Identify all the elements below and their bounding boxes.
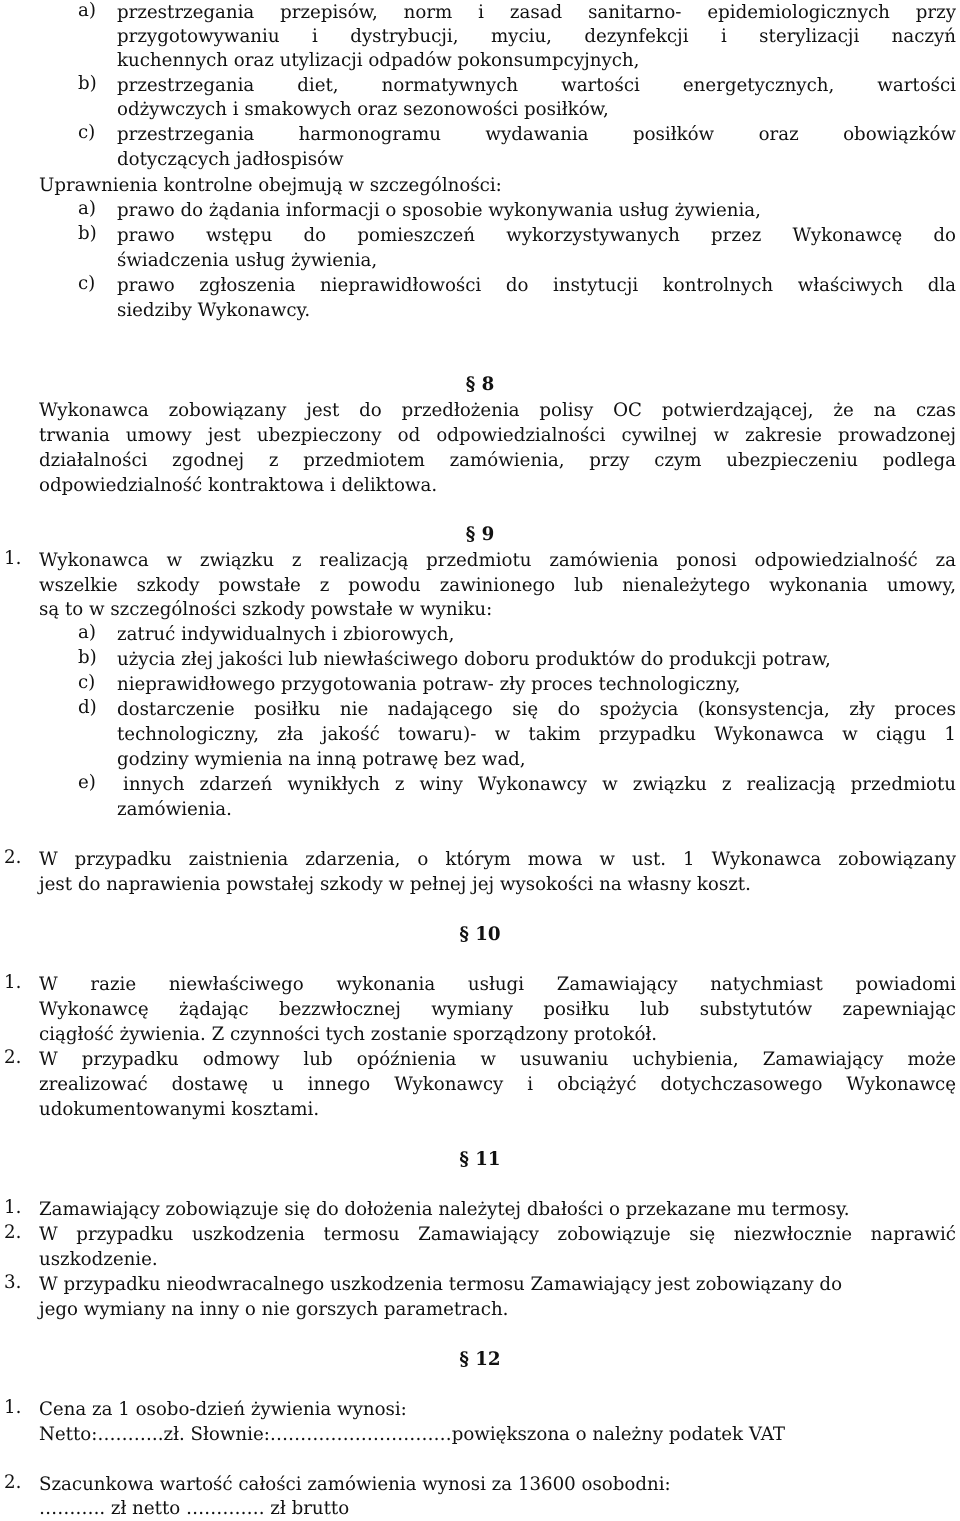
text-line: prawo wstępu do pomieszczeń wykorzystywanych przez Wykonawcę do	[117, 225, 956, 246]
text-line: trwania umowy jest ubezpieczony od odpowiedzialności cywilnej w zakresie prowadzonej	[39, 425, 956, 446]
list-marker: 1.	[4, 1397, 22, 1418]
text-line: Zamawiający zobowiązuje się do dołożenia należytej dbałości o przekazane mu termosy.	[39, 1199, 850, 1220]
list-marker: a)	[78, 0, 96, 21]
text-line: W przypadku nieodwracalnego uszkodzenia termosu Zamawiający jest zobowiązany do	[39, 1274, 843, 1295]
list-marker: 1.	[4, 972, 22, 993]
list-marker: 1.	[4, 1197, 22, 1218]
list-marker: a)	[78, 622, 96, 643]
text-line: użycia złej jakości lub niewłaściwego doboru produktów do produkcji potraw,	[117, 649, 831, 670]
text-line: przygotowywaniu i dystrybucji, myciu, dezynfekcji i sterylizacji naczyń	[117, 26, 956, 47]
list-marker: a)	[78, 198, 96, 219]
list-marker: b)	[78, 73, 97, 94]
text-line: Szacunkowa wartość całości zamówienia wynosi za 13600 osobodni:	[39, 1474, 671, 1495]
text-line: Wykonawca zobowiązany jest do przedłożenia polisy OC potwierdzającej, że na czas	[39, 400, 956, 421]
text-line: przestrzegania przepisów, norm i zasad sanitarno- epidemiologicznych przy	[117, 2, 956, 23]
list-marker: c)	[78, 122, 96, 143]
text-line: dostarczenie posiłku nie nadającego się do spożycia (konsystencja, zły proces	[117, 699, 956, 720]
list-marker: e)	[78, 772, 96, 793]
text-line: Wykonawca w związku z realizacją przedmiotu zamówienia ponosi odpowiedzialność za	[39, 550, 956, 571]
text-line: W razie niewłaściwego wykonania usługi Zamawiający natychmiast powiadomi	[39, 974, 956, 995]
section-heading: § 8	[465, 374, 495, 395]
text-line: wszelkie szkody powstałe z powodu zawinionego lub nienależytego wykonania umowy,	[39, 575, 956, 596]
text-line: świadczenia usług żywienia,	[117, 250, 378, 271]
text-line: prawo do żądania informacji o sposobie wykonywania usług żywienia,	[117, 200, 761, 221]
list-marker: d)	[78, 697, 97, 718]
text-line: siedziby Wykonawcy.	[117, 300, 311, 321]
section-heading: § 9	[465, 524, 495, 545]
text-line: odpowiedzialność kontraktowa i deliktowa.	[39, 475, 438, 496]
text-line: jego wymiany na inny o nie gorszych parametrach.	[39, 1299, 509, 1320]
text-line: ciągłość żywienia. Z czynności tych zostanie sporządzony protokół.	[39, 1024, 658, 1045]
list-marker: b)	[78, 223, 97, 244]
text-line: są to w szczególności szkody powstałe w wyniku:	[39, 599, 493, 620]
list-marker: 2.	[4, 1047, 22, 1068]
text-line: działalności zgodnej z przedmiotem zamówienia, przy czym ubezpieczeniu podlega	[39, 450, 956, 471]
text-line: dotyczących jadłospisów	[117, 149, 344, 170]
text-line: Cena za 1 osobo-dzień żywienia wynosi:	[39, 1399, 407, 1420]
section-heading: § 12	[459, 1349, 501, 1370]
list-marker: 3.	[4, 1272, 22, 1293]
price-fill-line: Netto:………..zł. Słownie:…………………………powiększona o należny podatek VAT	[39, 1424, 786, 1445]
text-line: zatruć indywidualnych i zbiorowych,	[117, 624, 455, 645]
value-fill-line: ……….. zł netto …………. zł brutto	[39, 1498, 350, 1519]
list-marker: b)	[78, 647, 97, 668]
section-heading: § 11	[459, 1149, 501, 1170]
list-marker: c)	[78, 273, 96, 294]
paragraph-intro: Uprawnienia kontrolne obejmują w szczególności:	[39, 175, 502, 196]
text-line: zrealizować dostawę u innego Wykonawcy i obciążyć dotychczasowego Wykonawcę	[39, 1074, 956, 1095]
text-line: prawo zgłoszenia nieprawidłowości do instytucji kontrolnych właściwych dla	[117, 275, 956, 296]
text-line: innych zdarzeń wynikłych z winy Wykonawcy w związku z realizacją przedmiotu	[123, 774, 956, 795]
text-line: kuchennych oraz utylizacji odpadów pokonsumpcyjnych,	[117, 50, 640, 71]
text-line: technologiczny, zła jakość towaru)- w takim przypadku Wykonawca w ciągu 1	[117, 724, 956, 745]
text-line: godziny wymienia na inną potrawę bez wad,	[117, 749, 526, 770]
list-marker: 1.	[4, 548, 22, 569]
list-marker: c)	[78, 672, 96, 693]
text-line: W przypadku odmowy lub opóźnienia w usuwaniu uchybienia, Zamawiający może	[39, 1049, 956, 1070]
text-line: jest do naprawienia powstałej szkody w pełnej jej wysokości na własny koszt.	[39, 874, 751, 895]
text-line: udokumentowanymi kosztami.	[39, 1099, 320, 1120]
text-line: nieprawidłowego przygotowania potraw- zły proces technologiczny,	[117, 674, 741, 695]
text-line: Wykonawcę żądając bezzwłocznej wymiany posiłku lub substytutów zapewniając	[39, 999, 956, 1020]
text-line: uszkodzenie.	[39, 1249, 158, 1270]
text-line: przestrzegania harmonogramu wydawania posiłków oraz obowiązków	[117, 124, 956, 145]
list-marker: 2.	[4, 1222, 22, 1243]
text-line: zamówienia.	[117, 799, 232, 820]
text-line: odżywczych i smakowych oraz sezonowości posiłków,	[117, 99, 609, 120]
list-marker: 2.	[4, 847, 22, 868]
list-marker: 2.	[4, 1472, 22, 1493]
text-line: W przypadku uszkodzenia termosu Zamawiający zobowiązuje się niezwłocznie naprawić	[39, 1224, 956, 1245]
text-line: przestrzegania diet, normatywnych wartości energetycznych, wartości	[117, 75, 956, 96]
section-heading: § 10	[459, 924, 501, 945]
text-line: W przypadku zaistnienia zdarzenia, o którym mowa w ust. 1 Wykonawca zobowiązany	[39, 849, 956, 870]
